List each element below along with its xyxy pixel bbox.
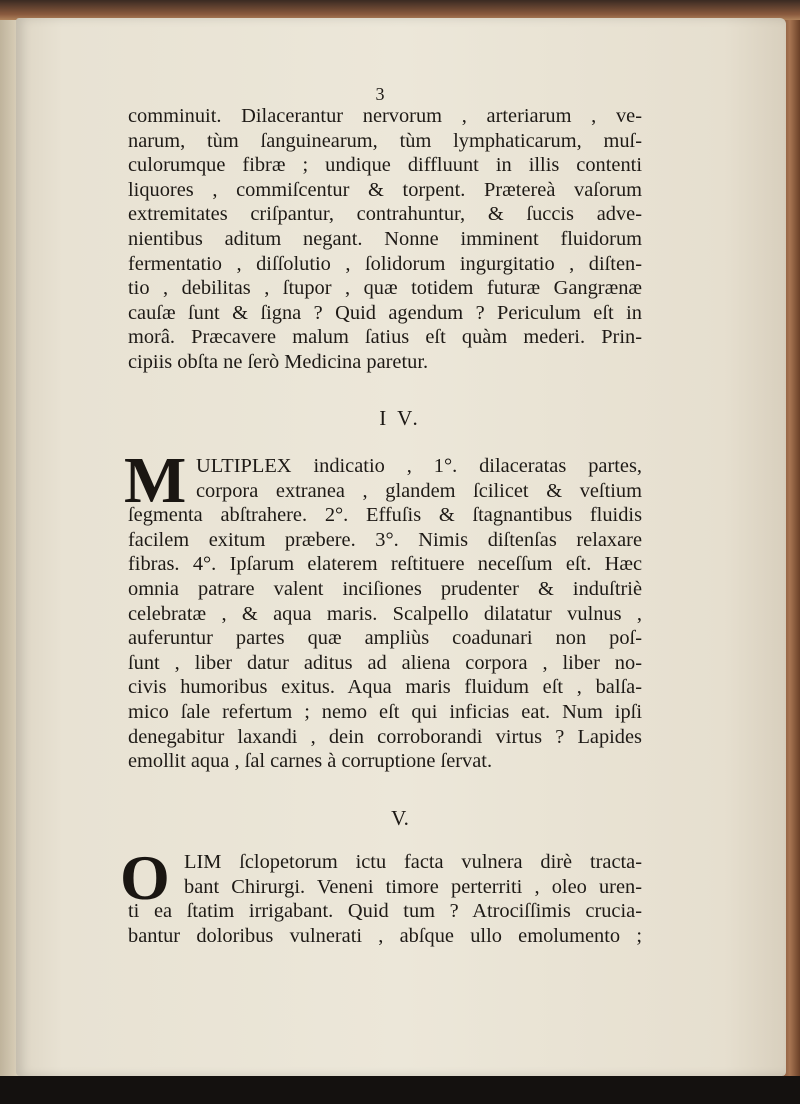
text-line: auferuntur partes quæ ampliùs coadunari non poſ- <box>128 627 642 650</box>
section-v-paragraph-indented <box>184 850 642 899</box>
background-bottom <box>0 1076 800 1104</box>
section-iv-paragraph-indented <box>196 454 642 503</box>
text-line: culorumque fibræ ; undique diffluunt in illis contenti <box>128 154 642 177</box>
page-number: 3 <box>375 84 385 104</box>
text-line: morâ. Præcavere malum ſatius eſt quàm mederi. Prin- <box>128 326 642 349</box>
text-line: bantur doloribus vulnerati , abſque ullo emolumento ; <box>128 924 642 947</box>
text-line: ſegmenta abſtrahere. 2°. Effuſis & ſtagnantibus fluidis <box>128 504 642 527</box>
text-line: omnia patrare valent inciſiones prudenter & induſtriè <box>128 577 642 600</box>
dropcap-o: O <box>120 842 170 913</box>
text-line: celebratæ , & aqua maris. Scalpello dilatatur vulnus , <box>128 602 642 625</box>
text-line: facilem exitum præbere. 3°. Nimis diſtenſas relaxare <box>128 528 642 551</box>
text-line: extremitates criſpantur, contrahuntur, & ſuccis adve- <box>128 203 642 226</box>
text-line: corpora extranea , glandem ſcilicet & veſtium <box>196 479 642 502</box>
text-line: LIM ſclopetorum ictu facta vulnera dirè tracta- <box>184 851 642 873</box>
text-line: denegabitur laxandi , dein corroborandi virtus ? Lapides <box>128 725 642 748</box>
text-line: nientibus aditum negant. Nonne imminent fluidorum <box>128 227 642 250</box>
text-line: liquores , commiſcentur & torpent. Prætereà vaſorum <box>128 178 642 201</box>
text-line: cauſæ ſunt & ſigna ? Quid agendum ? Periculum eſt in <box>128 301 642 324</box>
section-heading-v: V. <box>391 806 409 830</box>
text-line: tio , debilitas , ſtupor , quæ totidem futuræ Gangrænæ <box>128 277 642 300</box>
section-v-paragraph <box>128 899 642 948</box>
text-line: civis humoribus exitus. Aqua maris fluidum eſt , balſa- <box>128 676 642 699</box>
text-line: mico ſale refertum ; nemo eſt qui inficias eat. Num ipſi <box>128 700 642 723</box>
text-line: narum, tùm ſanguinearum, tùm lymphaticarum, muſ- <box>128 129 642 152</box>
text-line: fermentatio , diſſolutio , ſolidorum ingurgitatio , diſten- <box>128 252 642 275</box>
text-line: cipiis obſta ne ſerò Medicina paretur. <box>128 350 429 373</box>
text-line: ULTIPLEX indicatio , 1°. dilaceratas partes, <box>196 455 642 477</box>
text-line: comminuit. Dilacerantur nervorum , arteriarum , ve- <box>128 105 642 127</box>
dropcap-m: M <box>124 444 185 517</box>
text-line: bant Chirurgi. Veneni timore perterriti , oleo uren- <box>184 875 642 898</box>
text-line: emollit aqua , ſal carnes à corruptione ſervat. <box>128 750 493 773</box>
text-line: fibras. 4°. Ipſarum elaterem reſtituere neceſſum eſt. Hæc <box>128 553 642 576</box>
paragraph-continued <box>128 104 642 375</box>
text-line: ti ea ſtatim irrigabant. Quid tum ? Atrociſſimis crucia- <box>128 900 642 923</box>
section-iv-paragraph <box>128 503 642 774</box>
section-heading-iv: I V. <box>379 406 421 430</box>
text-line: ſunt , liber datur aditus ad aliena corpora , liber no- <box>128 651 642 674</box>
